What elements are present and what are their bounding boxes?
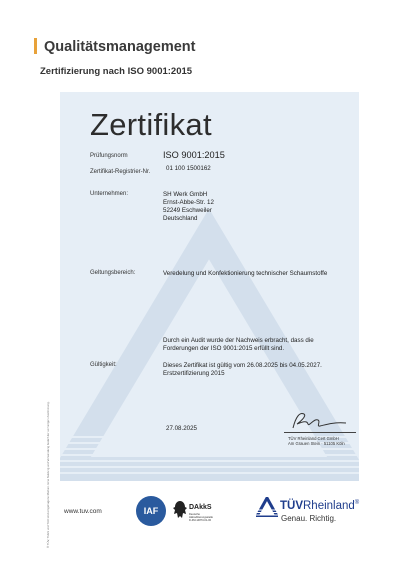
validity-line: Dieses Zertifikat ist gültig vom 26.08.2025 bis 04.05.2027. [163, 362, 322, 369]
certificate-title: Zertifikat [90, 107, 212, 142]
pruefnorm-value: ISO 9001:2015 [163, 150, 225, 160]
register-value: 01 100 1500162 [166, 165, 211, 172]
validity-line: Erstzertifizierung 2015 [163, 370, 225, 377]
holder-line: Deutschland [163, 215, 198, 222]
iaf-logo-text: IAF [143, 506, 159, 516]
dakks-logo-text: DAkkS [189, 504, 212, 511]
holder-line: 52249 Eschweiler [163, 207, 212, 214]
footer-url-link[interactable]: www.tuv.com [64, 508, 102, 515]
issuer-line: Am Grauen Stein · 51105 Köln [288, 441, 345, 446]
signature-line [284, 432, 356, 433]
certificate-date: 27.08.2025 [166, 425, 197, 432]
tuv-brand-bold: TÜV [280, 500, 303, 512]
pruefnorm-label: Prüfungsnorm [90, 153, 128, 159]
dakks-detail-line: Deutsche [189, 513, 200, 516]
audit-line: Durch ein Audit wurde der Nachweis erbracht, dass die [163, 337, 314, 344]
iaf-logo [136, 496, 166, 526]
trademark-note: ® TÜV, TUEV und TUV sind eingetragene Marken. Eine Nutzung und Verwendung bedarf der vorherigen Zustimmung. [46, 401, 50, 548]
issuer-line: TÜV Rheinland Cert GmbH [288, 436, 339, 441]
tuv-brand-light: Rheinland [303, 500, 355, 512]
page-subtitle: Zertifizierung nach ISO 9001:2015 [40, 66, 193, 77]
register-label: Zertifikat-Registrier-Nr. [90, 169, 151, 175]
dakks-detail-line: D-ZM-14873-01-00 [189, 519, 212, 522]
audit-line: Forderungen der ISO 9001:2015 erfüllt sind. [163, 345, 285, 352]
tuv-registered-mark: ® [354, 500, 360, 507]
dakks-eagle-icon [172, 499, 188, 521]
page-title: Qualitätsmanagement [44, 39, 196, 55]
holder-line: SH Werk GmbH [163, 191, 208, 198]
dakks-details [189, 513, 213, 522]
tuv-triangle-icon [256, 497, 278, 517]
signature-icon [290, 408, 350, 434]
holder-line: Ernst-Abbe-Str. 12 [163, 199, 214, 206]
scope-value: Veredelung und Konfektionierung technischer Schaumstoffe [163, 270, 328, 277]
validity-label: Gültigkeit: [90, 362, 117, 368]
issuer-block [288, 436, 345, 446]
tuv-tagline: Genau. Richtig. [281, 514, 337, 523]
tuv-brand [280, 500, 359, 512]
scope-label: Geltungsbereich: [90, 270, 136, 276]
holder-label: Unternehmen: [90, 191, 129, 197]
dakks-detail-line: Akkreditierungsstelle [189, 516, 213, 519]
header-accent-bar [34, 38, 37, 54]
